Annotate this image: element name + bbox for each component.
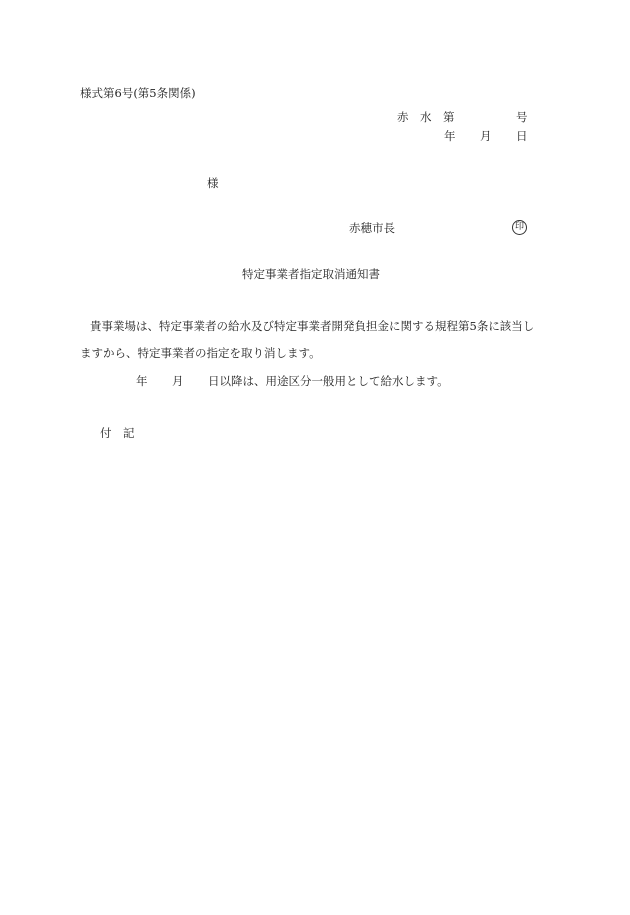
effective-date-text: 日以降は、用途区分一般用として給水します。 <box>208 374 449 388</box>
date-year-label: 年 <box>444 129 456 143</box>
date-month-label: 月 <box>480 129 492 143</box>
document-title: 特定事業者指定取消通知書 <box>242 267 380 281</box>
document-number-suffix: 号 <box>516 110 528 124</box>
effective-month-label: 月 <box>172 374 184 388</box>
document-number-prefix: 赤 水 第 <box>397 110 455 124</box>
body-text-line-2: ますから、特定事業者の指定を取り消します。 <box>80 346 321 360</box>
form-number: 様式第6号(第5条関係) <box>80 86 196 100</box>
body-text-line-1: 貴事業場は、特定事業者の給水及び特定事業者開発負担金に関する規程第5条に該当し <box>90 319 535 333</box>
effective-year-label: 年 <box>136 374 148 388</box>
seal-mark: 印 <box>512 220 527 235</box>
addressee-honorific: 様 <box>207 176 219 190</box>
appendix-label: 付 記 <box>100 426 135 440</box>
date-day-label: 日 <box>516 129 528 143</box>
issuer-name: 赤穂市長 <box>349 221 395 235</box>
